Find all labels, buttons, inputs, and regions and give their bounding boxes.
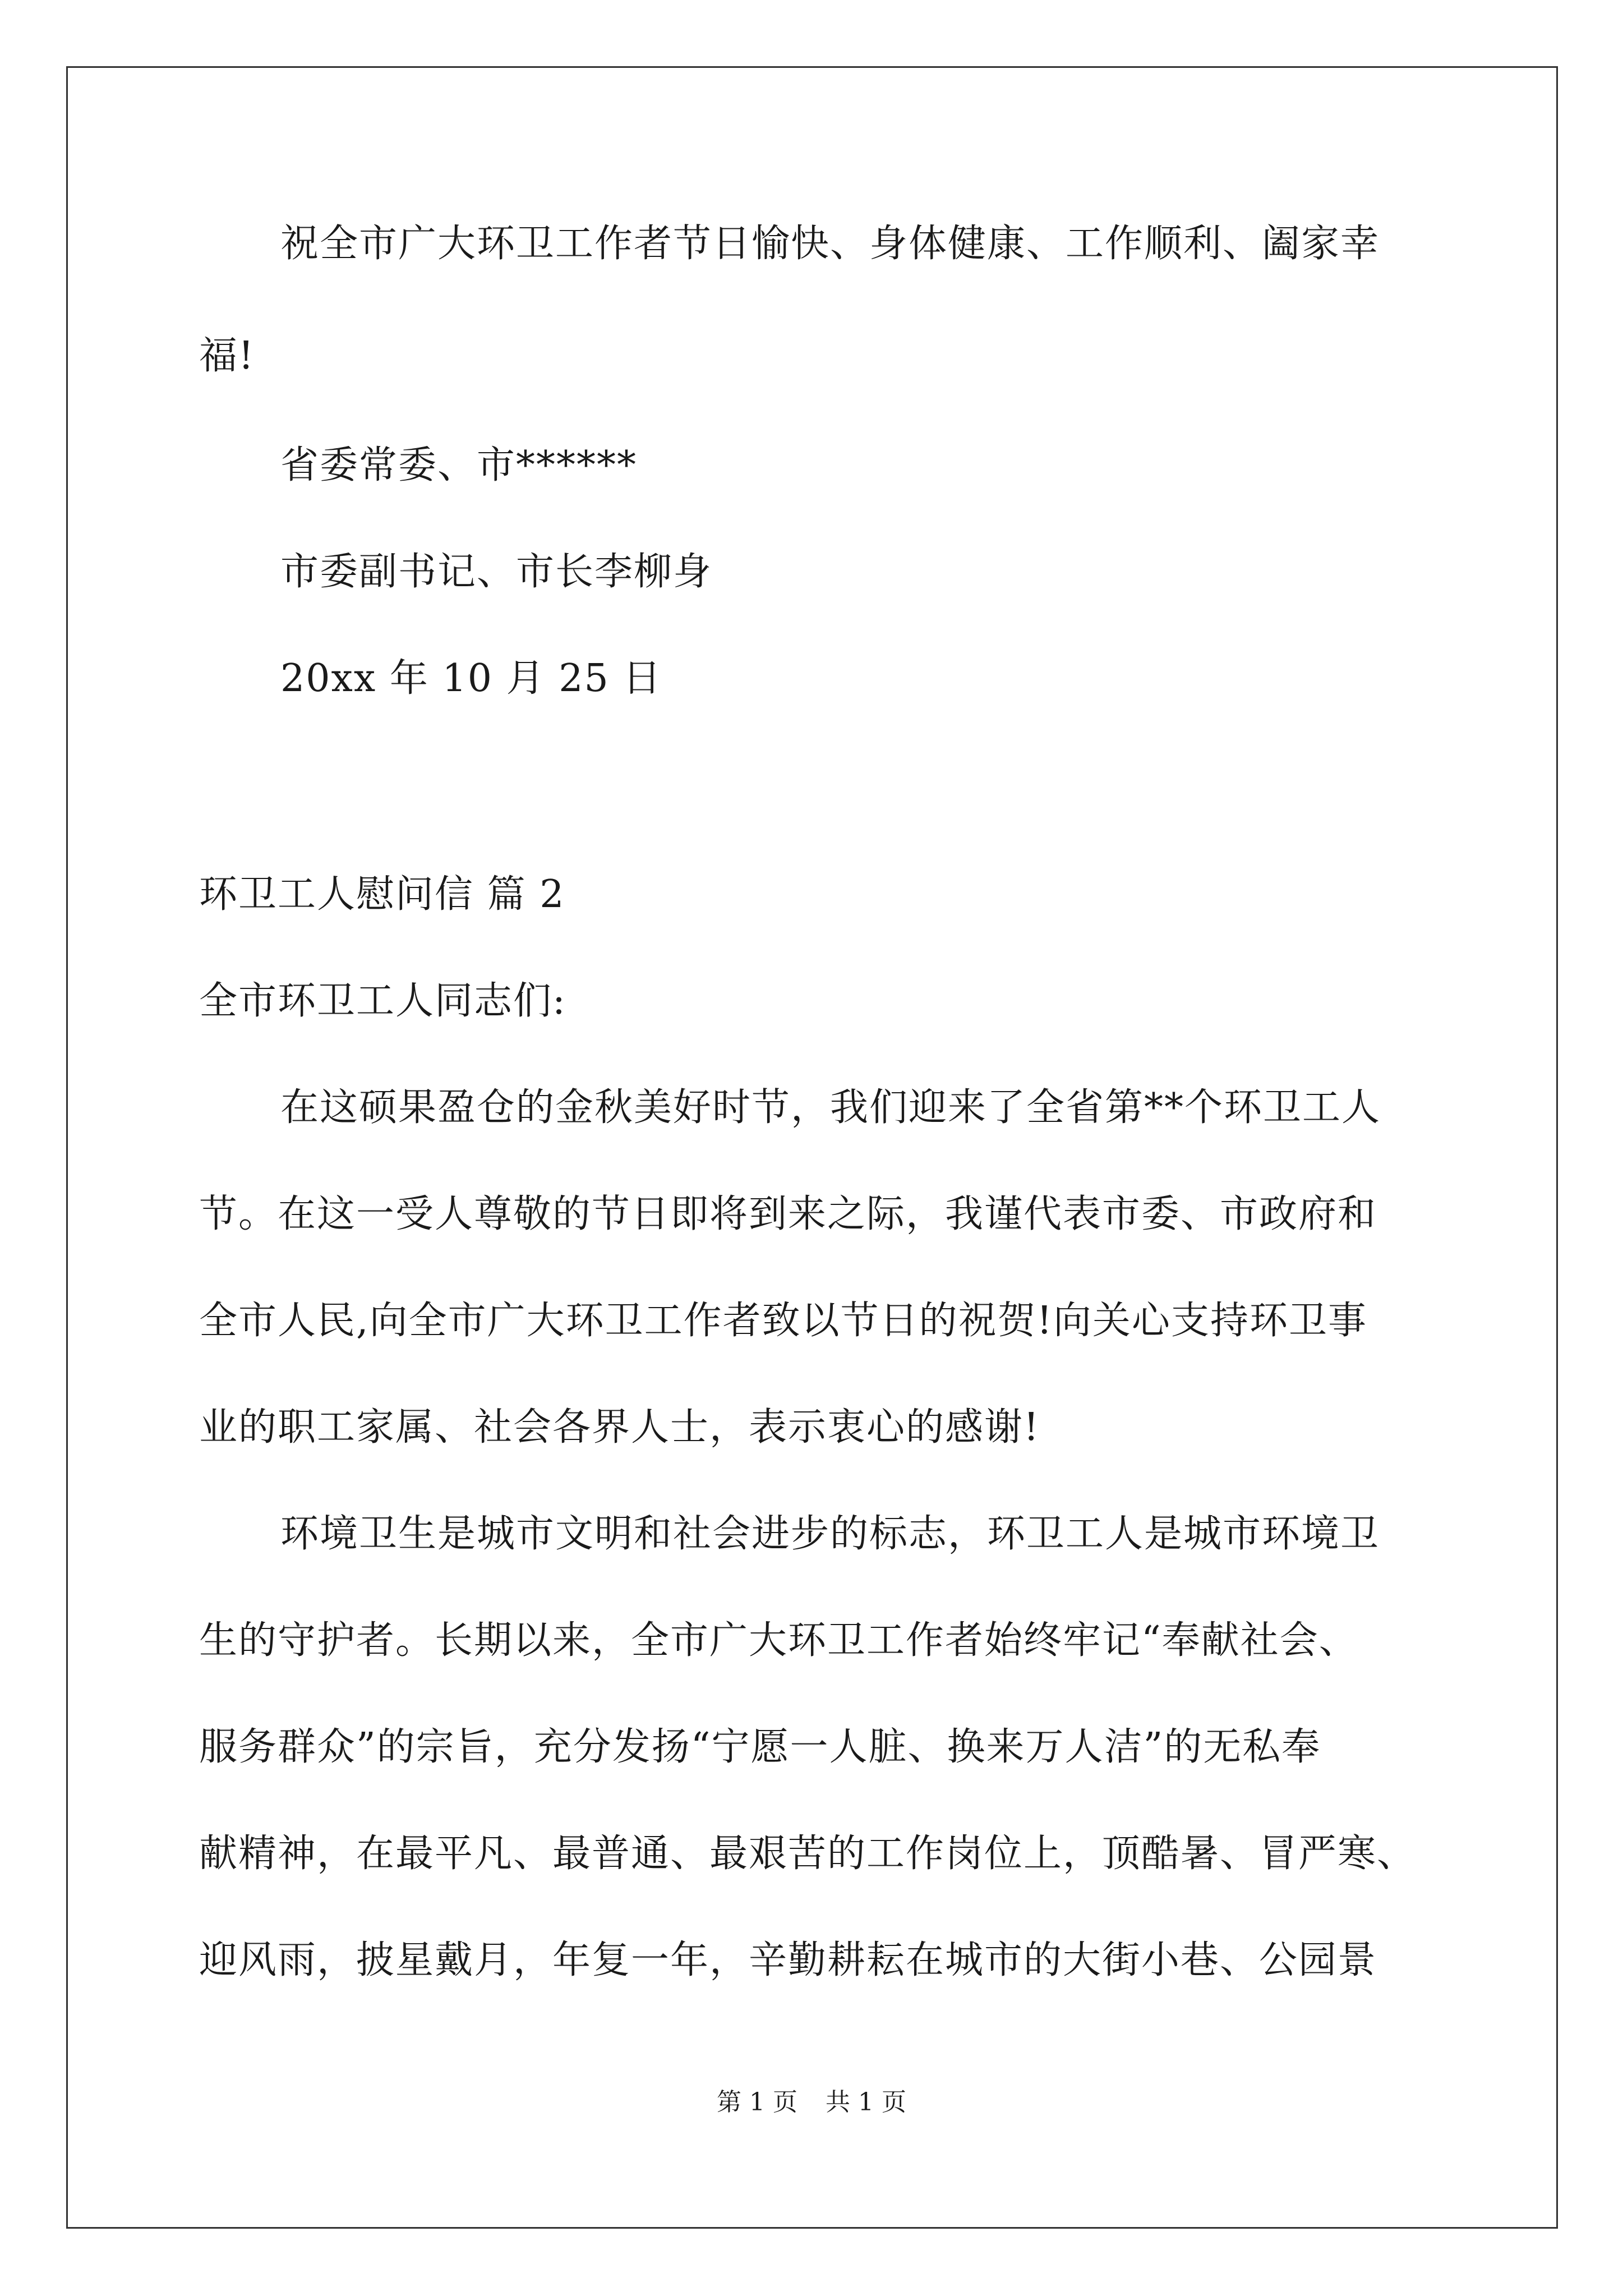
signature-title-1: 省委常委、市****** xyxy=(280,443,638,487)
closing-line-2: 福! xyxy=(199,334,255,378)
page-footer xyxy=(0,2087,1623,2118)
paragraph-2-line: 献精神，在最平凡、最普通、最艰苦的工作岗位上，顶酷暑、冒严寒、 xyxy=(199,1832,1417,1876)
page-number-total: 共 1 页 xyxy=(826,2088,906,2116)
paragraph-2-line: 环境卫生是城市文明和社会进步的标志，环卫工人是城市环境卫 xyxy=(280,1512,1380,1556)
paragraph-2-line: 服务群众”的宗旨，充分发扬“宁愿一人脏、换来万人洁”的无私奉 xyxy=(199,1725,1321,1769)
paragraph-2-line: 迎风雨，披星戴月，年复一年，辛勤耕耘在城市的大街小巷、公园景 xyxy=(199,1938,1377,1982)
page-border xyxy=(66,66,1558,2229)
paragraph-1-line: 业的职工家属、社会各界人士，表示衷心的感谢! xyxy=(199,1405,1040,1450)
page-number-current: 第 1 页 xyxy=(717,2088,797,2116)
closing-line-1: 祝全市广大环卫工作者节日愉快、身体健康、工作顺利、阖家幸 xyxy=(280,222,1380,266)
paragraph-1-line: 全市人民,向全市广大环卫工作者致以节日的祝贺!向关心支持环卫事 xyxy=(199,1299,1367,1343)
paragraph-1-line: 节。在这一受人尊敬的节日即将到来之际，我谨代表市委、市政府和 xyxy=(199,1192,1377,1236)
signature-date: 20xx 年 10 月 25 日 xyxy=(280,656,662,701)
signature-title-2: 市委副书记、市长李柳身 xyxy=(280,550,713,594)
section-heading: 环卫工人慰问信 篇 2 xyxy=(199,872,565,917)
paragraph-1-line: 在这硕果盈仓的金秋美好时节，我们迎来了全省第**个环卫工人 xyxy=(280,1085,1381,1130)
salutation: 全市环卫工人同志们: xyxy=(199,979,566,1023)
paragraph-2-line: 生的守护者。长期以来，全市广大环卫工作者始终牢记“奉献社会、 xyxy=(199,1618,1358,1663)
